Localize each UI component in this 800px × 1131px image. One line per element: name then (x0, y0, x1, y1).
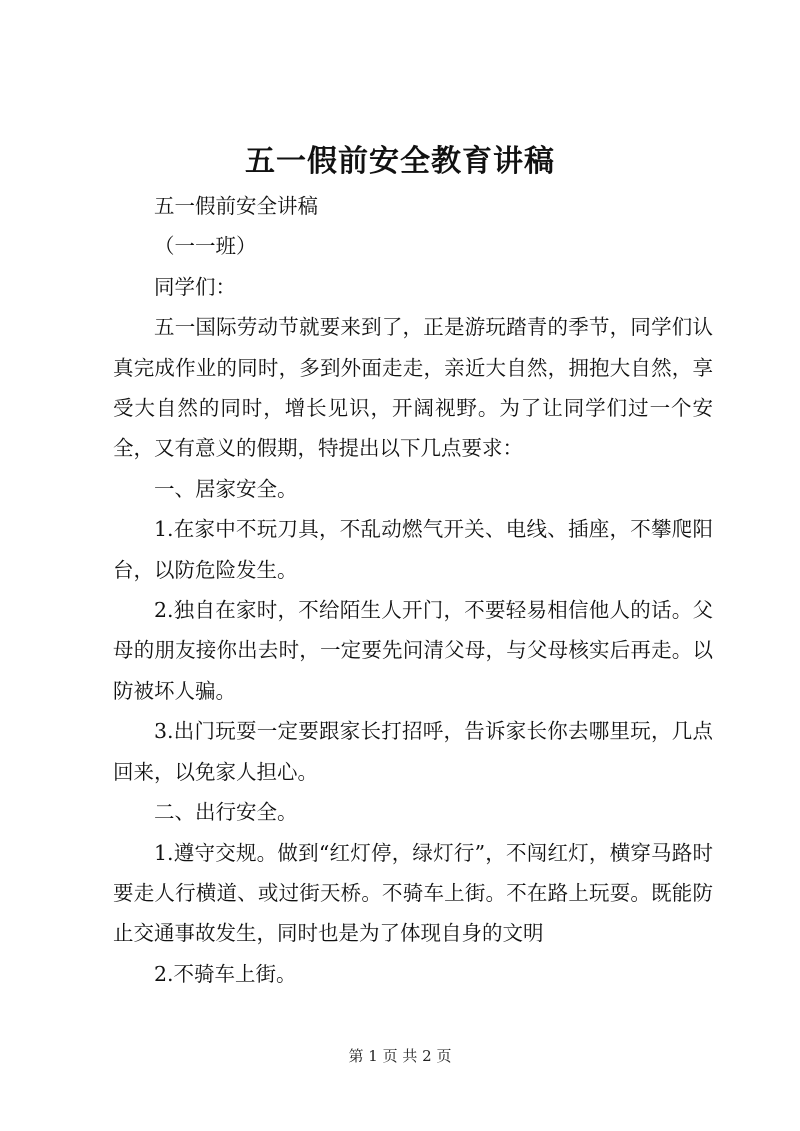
section-heading-travel-safety: 二、出行安全。 (154, 800, 298, 825)
greeting-paragraph: 同学们： (154, 274, 236, 299)
document-title: 五一假前安全教育讲稿 (245, 144, 555, 179)
page-number-footer: 第 1 页 共 2 页 (348, 1047, 452, 1065)
home-safety-item-2: 2.独自在家时，不给陌生人开门，不要轻易相信他人的话。父母的朋友接你出去时，一定要先问清父母，与父母核实后再走。以防被坏人骗。 (113, 598, 713, 703)
home-safety-item-3: 3.出门玩耍一定要跟家长打招呼，告诉家长你去哪里玩，几点回来，以免家人担心。 (113, 719, 713, 784)
intro-paragraph: 五一国际劳动节就要来到了，正是游玩踏青的季节，同学们认真完成作业的同时，多到外面走走，亲近大自然，拥抱大自然，享受大自然的同时，增长见识，开阔视野。为了让同学们过一个安全，又有意义的假期，特提出以下几点要求： (113, 315, 713, 461)
class-paragraph: （一一班） (154, 234, 257, 259)
subtitle-paragraph: 五一假前安全讲稿 (154, 194, 318, 218)
travel-safety-item-1: 1.遵守交规。做到“红灯停，绿灯行”，不闯红灯，横穿马路时要走人行横道、或过街天桥。不骑车上街。不在路上玩耍。既能防止交通事故发生，同时也是为了体现自身的文明 (113, 840, 713, 946)
section-heading-home-safety: 一、居家安全。 (154, 476, 298, 501)
home-safety-item-1: 1.在家中不玩刀具，不乱动燃气开关、电线、插座，不攀爬阳台，以防危险发生。 (113, 517, 713, 582)
travel-safety-item-2: 2.不骑车上街。 (154, 961, 297, 986)
document-body (113, 186, 713, 994)
